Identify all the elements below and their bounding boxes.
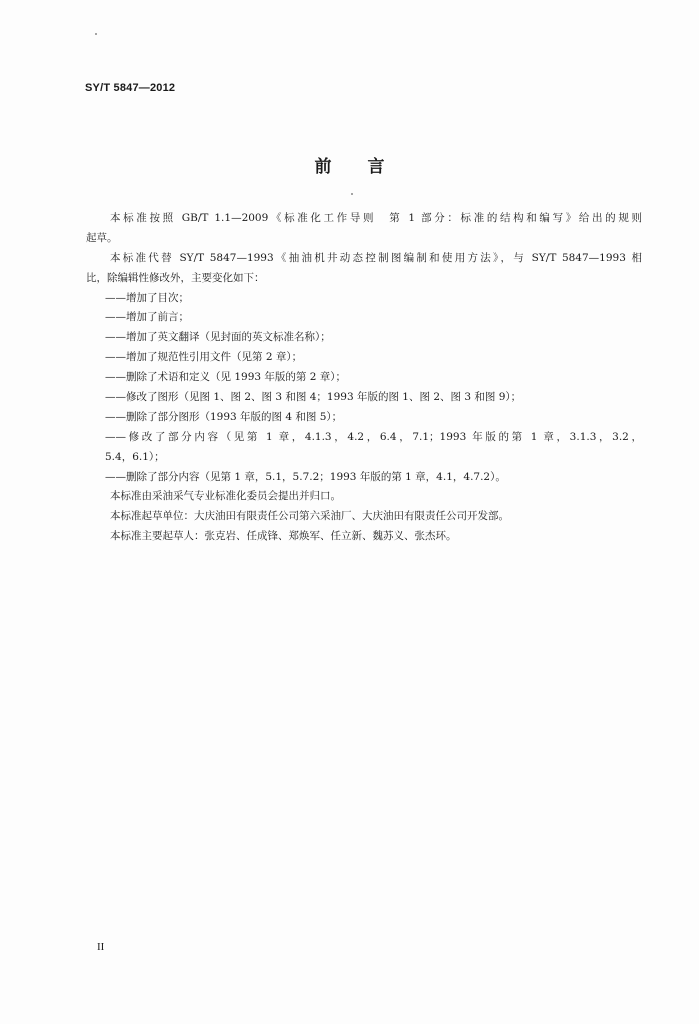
change-item: ——删除了术语和定义（见 1993 年版的第 2 章）； — [105, 371, 347, 384]
change-item: ——增加了前言； — [105, 311, 189, 324]
paragraph-line: 本标准代替 SY/T 5847—1993《抽油机井动态控制图编制和使用方法》，与 SY/T 5847—1993 相 — [110, 251, 642, 264]
paragraph-line: 比，除编辑性修改外，主要变化如下： — [86, 271, 265, 284]
change-item: ——增加了规范性引用文件（见第 2 章）； — [105, 351, 303, 364]
foreword-body — [86, 209, 642, 547]
change-item: ——修改了部分内容（见第 1 章，4.1.3，4.2，6.4，7.1；1993 年版的第 1 章，3.1.3，3.2， — [105, 430, 642, 443]
change-item: ——删除了部分图形（1993 年版的图 4 和图 5）； — [105, 410, 343, 423]
paragraph-line: 起草。 — [86, 231, 118, 244]
proposed-by-text: 本标准由采油采气专业标准化委员会提出并归口。 — [110, 490, 341, 503]
drafting-units-text: 本标准起草单位：大庆油田有限责任公司第六采油厂、大庆油田有限责任公司开发部。 — [110, 510, 509, 523]
change-item-continuation: 5.4，6.1）； — [105, 450, 165, 463]
change-item: ——修改了图形（见图 1、图 2、图 3 和图 4；1993 年版的图 1、图 2、图 3 和图 9）； — [105, 391, 522, 404]
drafters-text: 本标准主要起草人：张克岩、任成锋、郑焕军、任立新、魏苏义、张杰环。 — [110, 530, 457, 543]
paragraph-line: 本标准按照 GB/T 1.1—2009《标准化工作导则 第 1 部分：标准的结构和编写》给出的规则 — [110, 212, 642, 224]
standard-code: SY/T 5847—2012 — [85, 82, 176, 94]
change-item: ——增加了英文翻译（见封面的英文标准名称）； — [105, 331, 331, 344]
scan-speck — [95, 33, 97, 35]
page-title: 前言 — [314, 157, 421, 177]
change-item: ——删除了部分内容（见第 1 章，5.1，5.7.2；1993 年版的第 1 章，4.1，4.7.2）。 — [105, 470, 506, 483]
change-item: ——增加了目次； — [105, 291, 189, 304]
scan-speck — [351, 193, 353, 195]
page-number: II — [97, 941, 105, 953]
